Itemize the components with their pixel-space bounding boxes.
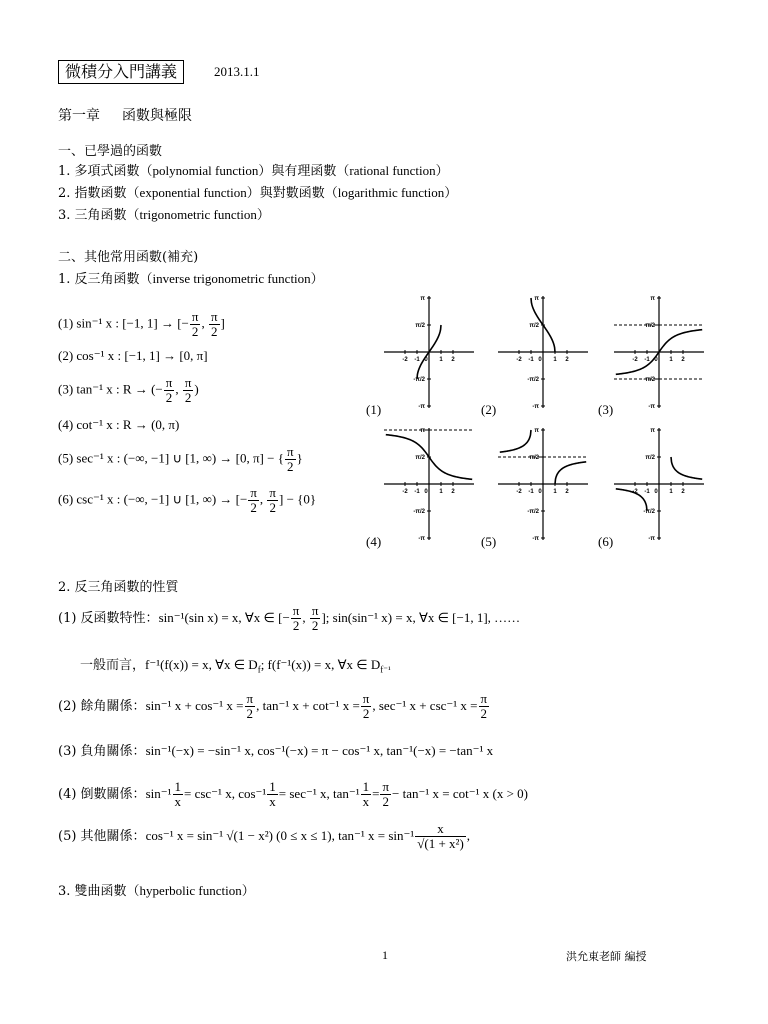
x-tick-label: 0 [538,357,542,363]
graph-label-4: (4) [366,534,382,549]
x-tick-label: 0 [538,489,542,495]
x-tick-label: 0 [654,357,658,363]
y-tick-label: π [650,428,655,434]
arcsec-right-curve [555,462,586,484]
x-tick-label: 2 [565,489,569,495]
y-tick-label: π/2 [529,455,539,461]
y-tick-label: π [420,296,425,302]
y-tick-label: -π [648,404,655,410]
y-tick-label: -π/2 [413,509,425,515]
x-tick-label: 1 [669,489,673,495]
y-tick-label: -π [418,536,425,542]
property-inverse-general: 一般而言，f⁻¹(f(x)) = x, ∀x ∈ $D_f$; f(f⁻¹(x)) = x, ∀x ∈ $D_{f^{-1}}$ [80,657,391,675]
arcsec-left-curve [500,430,531,452]
graph-label-1: (1) [366,402,382,417]
document-date: 2013.1.1 [214,64,260,79]
def-arcsin: (1) sin⁻¹ x : [−1, 1] → [− $\frac{\pi}{2}$ , $\frac{\pi}{2}$ ] [58,309,225,339]
property-inverse: (1) 反函數特性：sin⁻¹(sin x) = x, ∀x ∈ [− $\frac{\pi}{2}$ , $\frac{\pi}{2}$ ]; sin(sin⁻¹ x) = x, ∀x ∈ [−1, 1], …… [58,603,521,633]
x-tick-label: -1 [644,357,650,363]
x-tick-label: 1 [553,357,557,363]
section1-heading: 一、已學過的函數 [58,144,163,159]
page-number: 1 [382,948,388,962]
x-tick-label: -2 [516,489,522,495]
x-tick-label: 0 [654,489,658,495]
x-tick-label: 2 [451,357,455,363]
chapter-heading [58,105,214,125]
y-tick-label: -π [418,404,425,410]
x-tick-label: 1 [553,489,557,495]
x-tick-label: 2 [681,357,685,363]
graph-label-2: (2) [481,402,497,417]
y-tick-label: π [534,428,539,434]
y-tick-label: -π [648,536,655,542]
x-tick-label: -2 [632,489,638,495]
graph-label-6: (6) [598,534,614,549]
y-tick-label: -π/2 [643,377,655,383]
x-tick-label: 2 [565,357,569,363]
y-tick-label: π [420,428,425,434]
x-tick-label: -1 [528,489,534,495]
y-tick-label: π/2 [645,455,655,461]
def-arcsec: (5) sec⁻¹ x : (−∞, −1] ∪ [1, ∞) → [0, π] − { $\frac{\pi}{2}$ } [58,444,303,474]
x-tick-label: -1 [414,489,420,495]
x-tick-label: -1 [414,357,420,363]
graph-label-3: (3) [598,402,614,417]
section2-item1: 1. 反三角函數（inverse trigonometric function） [58,271,324,287]
chapter-number: 第一章 [58,108,100,124]
x-tick-label: 2 [451,489,455,495]
graph-arccos [496,292,590,412]
property-reciprocal: (4) 倒數關係：sin⁻¹ $\frac{1}{x}$ = csc⁻¹ x, cos⁻¹ $\frac{1}{x}$ = sec⁻¹ x, tan⁻¹ $\frac{1}{x}$ = $\frac{\pi}{2}$ − tan⁻¹ x = cot⁻¹ x (x > 0) [58,779,528,809]
y-tick-label: π [534,296,539,302]
arccsc-left-curve [616,489,647,511]
graph-arccot [382,424,476,544]
x-tick-label: -2 [632,357,638,363]
x-tick-label: 0 [424,489,428,495]
x-tick-label: -2 [516,357,522,363]
property-complementary: (2) 餘角關係：sin⁻¹ x + cos⁻¹ x = $\frac{\pi}{2}$ , tan⁻¹ x + cot⁻¹ x = $\frac{\pi}{2}$ , sec⁻¹ x + csc⁻¹ x = $\frac{\pi}{2}$ [58,691,488,721]
y-tick-label: -π [532,404,539,410]
x-tick-label: 1 [439,489,443,495]
y-tick-label: π/2 [415,323,425,329]
section2-heading: 二、其他常用函數(補充) [58,250,199,265]
y-tick-label: π [650,296,655,302]
arccsc-right-curve [671,457,702,479]
x-tick-label: -1 [644,489,650,495]
x-tick-label: -2 [402,357,408,363]
section-hyperbolic: 3. 雙曲函數（hyperbolic function） [58,883,255,899]
graph-arcsin [382,292,476,412]
def-arccot: (4) cot⁻¹ x : R → (0, π) [58,417,180,432]
x-tick-label: 0 [424,357,428,363]
properties-heading: 2. 反三角函數的性質 [58,580,179,595]
graph-arctan [612,292,706,412]
def-arctan: (3) tan⁻¹ x : R → (− $\frac{\pi}{2}$ , $\frac{\pi}{2}$ ) [58,375,199,405]
y-tick-label: π/2 [415,455,425,461]
def-arccos: (2) cos⁻¹ x : [−1, 1] → [0, π] [58,348,208,363]
x-tick-label: 1 [669,357,673,363]
author: 洪允東老師 編授 [566,950,647,963]
section1-item2: 2. 指數函數（exponential function）與對數函數（logarithmic function） [58,185,458,201]
y-tick-label: -π/2 [527,509,539,515]
graph-label-5: (5) [481,534,497,549]
x-tick-label: 1 [439,357,443,363]
y-tick-label: π/2 [645,323,655,329]
x-tick-label: 2 [681,489,685,495]
property-negative: (3) 負角關係：sin⁻¹(−x) = −sin⁻¹ x, cos⁻¹(−x) = π − cos⁻¹ x, tan⁻¹(−x) = −tan⁻¹ x [58,743,494,759]
y-tick-label: -π/2 [413,377,425,383]
y-tick-label: -π/2 [527,377,539,383]
graph-arccsc [612,424,706,544]
section1-item3: 3. 三角函數（trigonometric function） [58,207,270,223]
def-arccsc: (6) csc⁻¹ x : (−∞, −1] ∪ [1, ∞) → [− $\frac{\pi}{2}$ , $\frac{\pi}{2}$ ] − {0} [58,485,317,515]
y-tick-label: -π/2 [643,509,655,515]
y-tick-label: -π [532,536,539,542]
y-tick-label: π/2 [529,323,539,329]
x-tick-label: -2 [402,489,408,495]
section1-item1: 1. 多項式函數（polynomial function）與有理函數（rational function） [58,163,449,179]
property-other: (5) 其他關係：cos⁻¹ x = sin⁻¹ √(1 − x²) (0 ≤ x ≤ 1), tan⁻¹ x = sin⁻¹ $\frac{x}{\text{√(1 + x²)}}$ , [58,821,471,851]
x-tick-label: -1 [528,357,534,363]
document-title: 微積分入門講義 [58,60,184,84]
chapter-title: 函數與極限 [122,108,192,124]
graph-arcsec [496,424,590,544]
